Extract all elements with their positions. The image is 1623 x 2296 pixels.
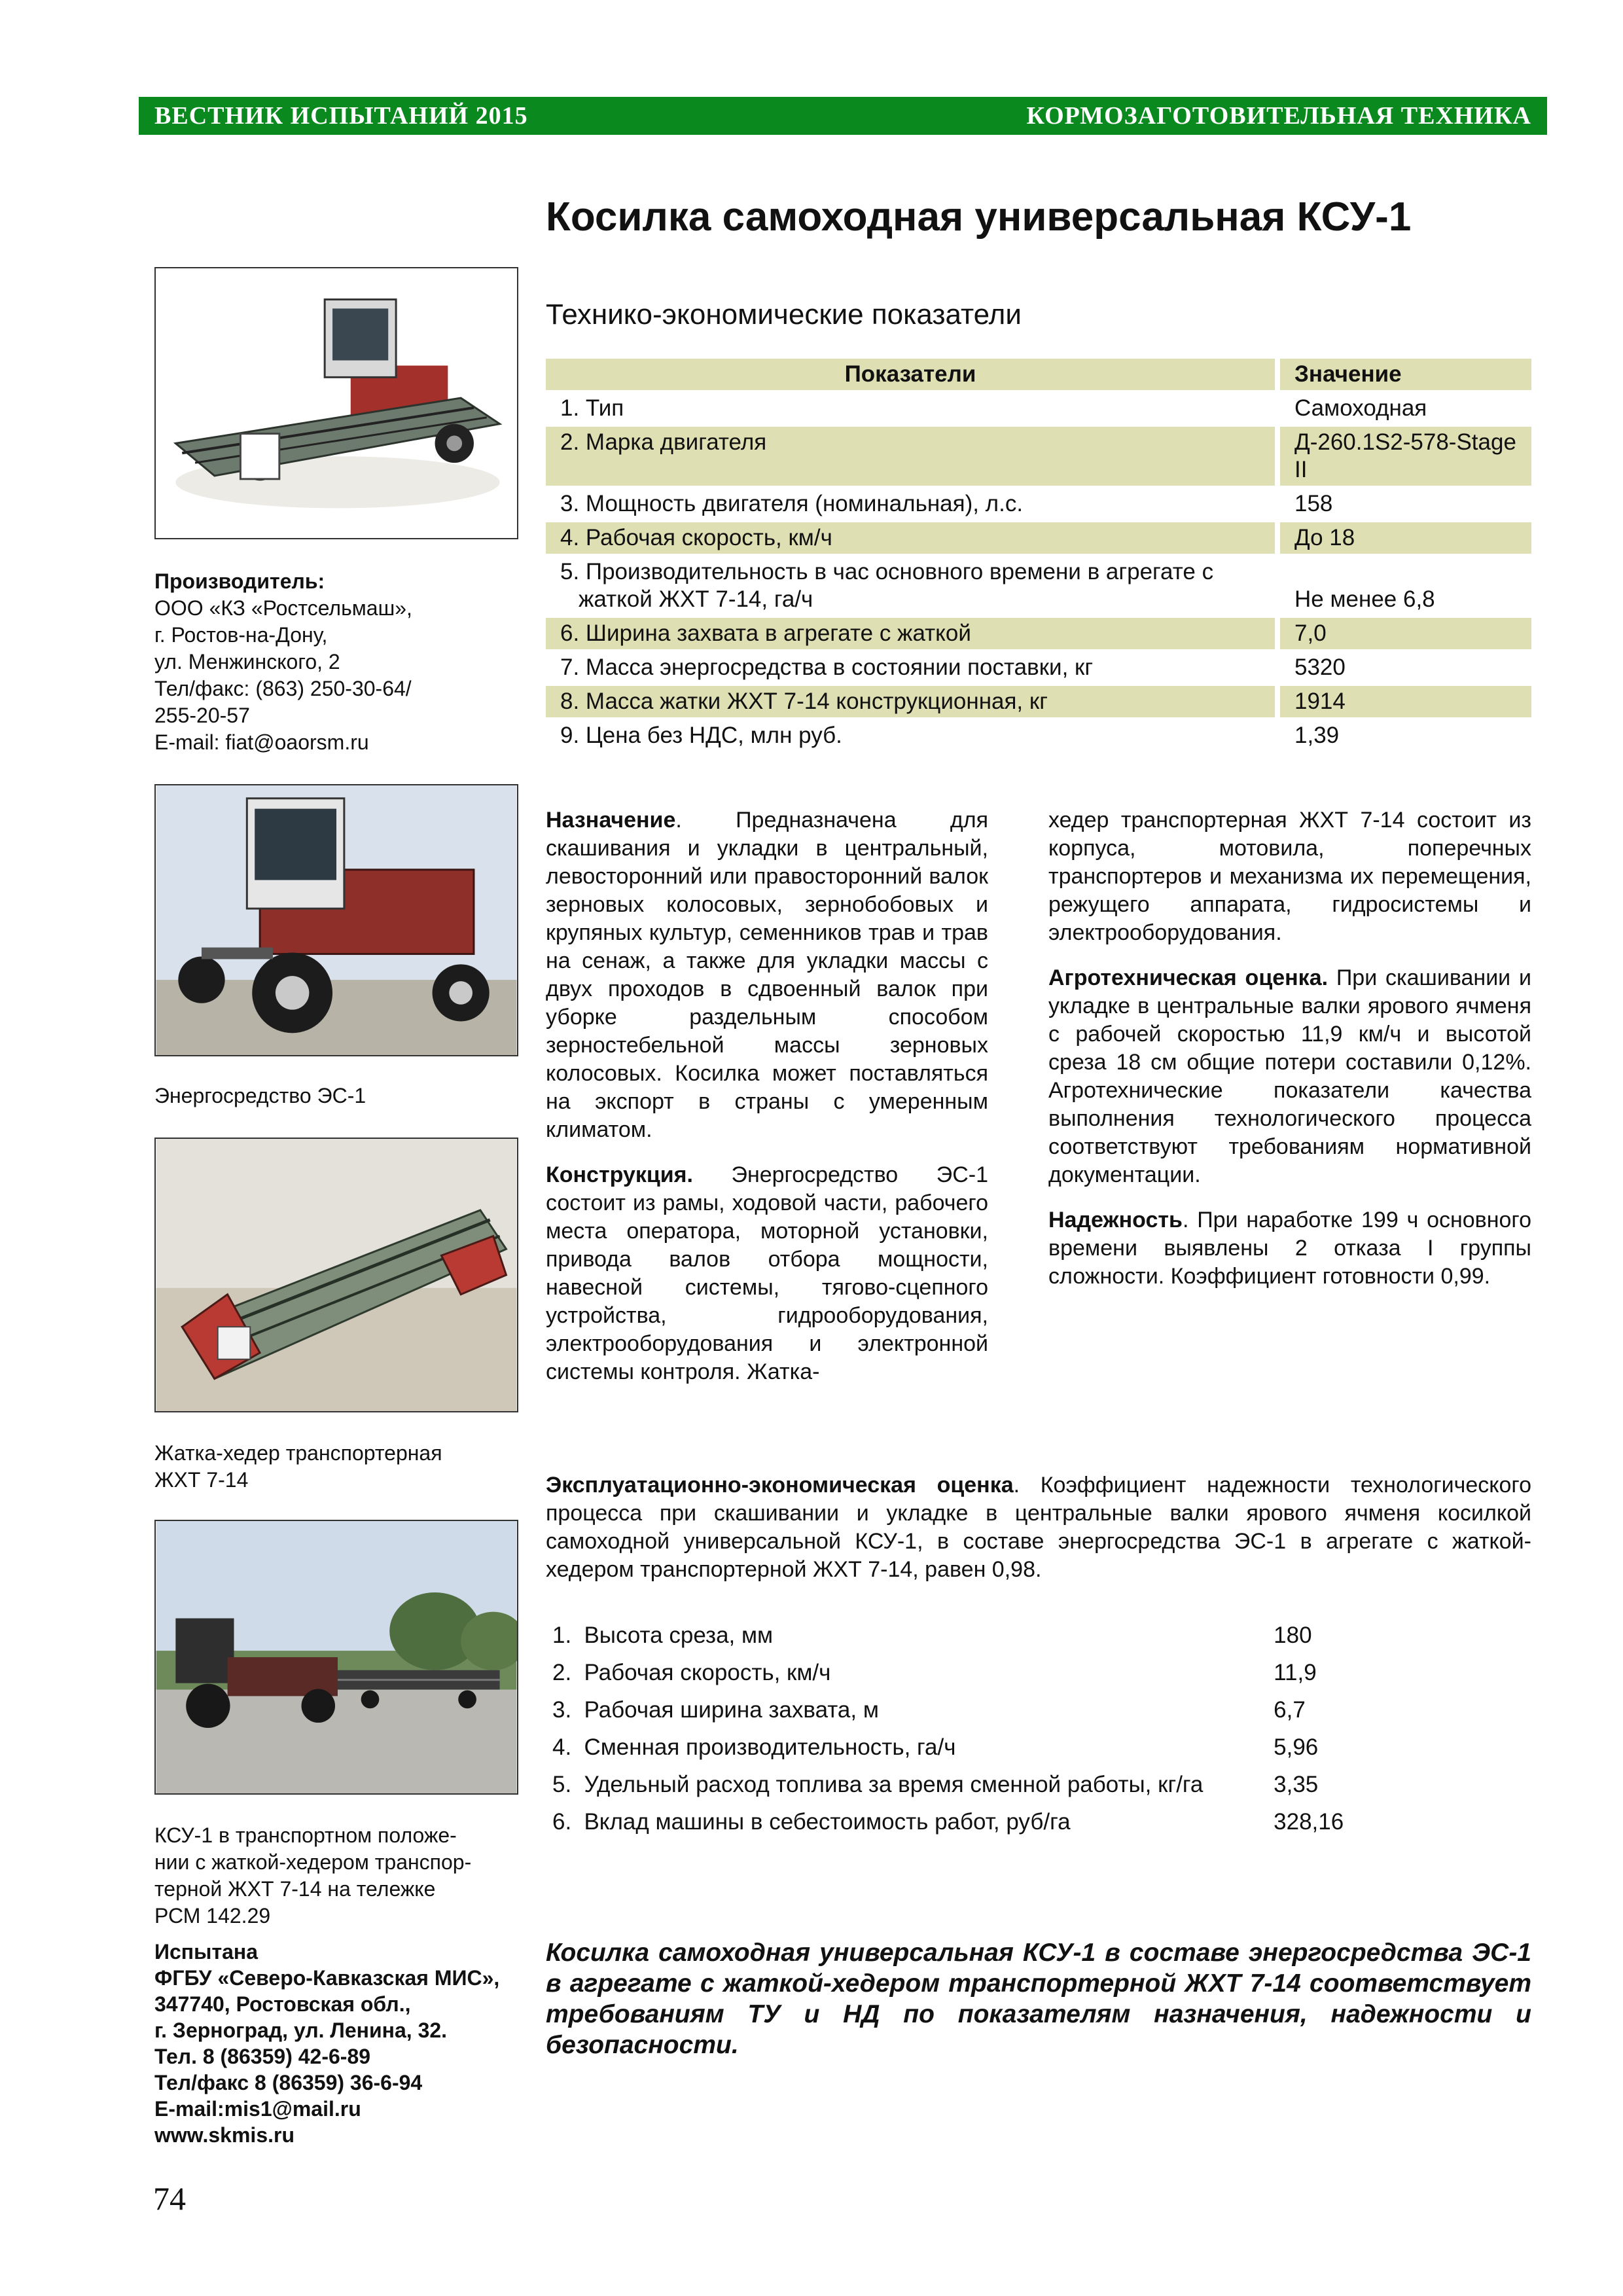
spec-value: 1914 [1280, 686, 1531, 717]
tested-by-block [154, 1939, 534, 2148]
agro-label: Агротехническая оценка. [1048, 965, 1329, 990]
caption-line: терной ЖХТ 7-14 на тележке [154, 1877, 436, 1901]
spec-name: 4. Рабочая скорость, км/ч [546, 522, 1275, 554]
reliability-text: . При наработке 199 ч основного времени выявлены 2 отказа I группы сложности. Коэффициент готовности 0,99. [1048, 1208, 1531, 1289]
construction-continued: хедер транспортерная ЖХТ 7-14 состоит из корпуса, мотовила, поперечных транспортеров и механизма их перемещения, режущего аппарата, гидросистемы и электрооборудования. [1048, 808, 1531, 945]
result-value: 11,9 [1274, 1659, 1317, 1685]
spec-value: До 18 [1280, 522, 1531, 554]
caption-power-unit: Энергосредство ЭС-1 [154, 1084, 366, 1107]
text-column-left [546, 806, 988, 1403]
reliability-label: Надежность [1048, 1208, 1183, 1232]
tested-line: E-mail:mis1@mail.ru [154, 2097, 361, 2121]
spec-name: 9. Цена без НДС, млн руб. [546, 720, 1275, 751]
spec-name: 2. Марка двигателя [546, 427, 1275, 486]
spec-row [546, 393, 1531, 424]
tested-line: ФГБУ «Северо-Кавказская МИС», [154, 1966, 500, 1990]
transport-illustration [156, 1521, 517, 1793]
agro-text: При скашивании и укладке в центральные валки ярового ячменя с рабочей скоростью 11,9 км/ч и высотой среза 18 см общие потери составили 0,12%. Агротехнические показатели качества выполнения технологического процесса соответствуют требованиям нормативной документации. [1048, 965, 1531, 1187]
manufacturer-line: Тел/факс: (863) 250-30-64/ [154, 677, 412, 700]
spec-row [546, 522, 1531, 554]
page-number: 74 [153, 2180, 186, 2217]
caption-line: Жатка-хедер транспортерная [154, 1441, 442, 1465]
photo-mower-with-header [154, 267, 518, 539]
results-row [546, 1729, 1423, 1766]
spec-table [546, 356, 1531, 754]
manufacturer-line: г. Ростов-на-Дону, [154, 623, 328, 647]
spec-row [546, 652, 1531, 683]
spec-value: Не менее 6,8 [1280, 556, 1531, 615]
result-name: Рабочая ширина захвата, м [584, 1696, 879, 1723]
result-number: 4. [552, 1734, 572, 1760]
manufacturer-block [154, 568, 521, 756]
agro-paragraph [1048, 964, 1531, 1189]
result-name: Сменная производительность, га/ч [584, 1734, 956, 1760]
result-value: 3,35 [1274, 1771, 1319, 1797]
purpose-paragraph [546, 806, 988, 1144]
spec-value: 158 [1280, 488, 1531, 520]
caption-header-unit [154, 1440, 442, 1494]
construction-text: Энергосредство ЭС-1 состоит из рамы, ходовой части, рабочего места оператора, моторной установки, привода валов отбора мощности, навесной системы, тягово-сцепного устройства, гидрооборудования, электрооборудования и электронной системы контроля. Жатка- [546, 1162, 988, 1384]
operational-paragraph [546, 1471, 1531, 1584]
spec-value: Д-260.1S2-578-Stage II [1280, 427, 1531, 486]
text-column-right [1048, 806, 1531, 1308]
header-unit-illustration [156, 1139, 517, 1411]
spec-value: 5320 [1280, 652, 1531, 683]
spec-row [546, 720, 1531, 751]
result-name: Удельный расход топлива за время сменной работы, кг/га [584, 1771, 1204, 1797]
operational-label: Эксплуатационно-экономическая оценка [546, 1473, 1014, 1498]
result-value: 328,16 [1274, 1808, 1344, 1835]
photo-power-unit [154, 784, 518, 1056]
result-number: 1. [552, 1622, 572, 1648]
result-name: Вклад машины в себестоимость работ, руб/га [584, 1808, 1071, 1835]
spec-name: 5. Производительность в час основного времени в агрегате с жаткой ЖХТ 7-14, га/ч [546, 556, 1275, 615]
spec-row [546, 618, 1531, 649]
results-row [546, 1691, 1423, 1729]
section-title: КОРМОЗАГОТОВИТЕЛЬНАЯ ТЕХНИКА [1026, 102, 1531, 130]
manufacturer-line: ул. Менжинского, 2 [154, 650, 340, 673]
result-value: 180 [1274, 1622, 1312, 1648]
result-number: 6. [552, 1808, 572, 1835]
spec-name: 3. Мощность двигателя (номинальная), л.с. [546, 488, 1275, 520]
result-number: 2. [552, 1659, 572, 1685]
manufacturer-line: ООО «КЗ «Ростсельмаш», [154, 596, 412, 620]
result-number: 5. [552, 1771, 572, 1797]
caption-line: нии с жаткой-хедером транспор- [154, 1850, 472, 1874]
spec-value: 1,39 [1280, 720, 1531, 751]
tested-line: 347740, Ростовская обл., [154, 1992, 411, 2016]
result-value: 6,7 [1274, 1696, 1306, 1723]
tested-line: г. Зерноград, ул. Ленина, 32. [154, 2018, 448, 2042]
purpose-text: . Предназначена для скашивания и укладки в центральный, левосторонний или правосторонний валок зерновых колосовых, зернобобовых и крупяных культур, семенников трав и трав на сенаж, а также для укладки массы с двух проходов в сдвоенный валок при уборке раздельным способом зерностебельной массы зерновых колосовых. Косилка может поставляться на экспорт в страны с умеренным климатом. [546, 808, 988, 1142]
purpose-label: Назначение [546, 808, 676, 833]
page-title: Косилка самоходная универсальная КСУ-1 [546, 194, 1412, 240]
construction-label: Конструкция. [546, 1162, 693, 1187]
photo-header-unit [154, 1138, 518, 1412]
caption-line: РСМ 142.29 [154, 1904, 271, 1928]
tested-line: Испытана [154, 1940, 259, 1964]
power-unit-illustration [156, 785, 517, 1055]
journal-title: ВЕСТНИК ИСПЫТАНИЙ 2015 [154, 102, 528, 130]
results-row [546, 1803, 1423, 1840]
spec-header-indicator: Показатели [546, 359, 1275, 390]
caption-transport-position [154, 1822, 471, 1929]
result-name: Высота среза, мм [584, 1622, 774, 1648]
spec-name: 7. Масса энергосредства в состоянии поставки, кг [546, 652, 1275, 683]
reliability-paragraph [1048, 1206, 1531, 1291]
caption-line: ЖХТ 7-14 [154, 1468, 249, 1492]
manufacturer-line: E-mail: fiat@oaorsm.ru [154, 730, 369, 754]
result-value: 5,96 [1274, 1734, 1319, 1760]
table-subtitle: Технико-экономические показатели [546, 298, 1022, 331]
result-name: Рабочая скорость, км/ч [584, 1659, 831, 1685]
spec-name: 8. Масса жатки ЖХТ 7-14 конструкционная, кг [546, 686, 1275, 717]
spec-row [546, 556, 1531, 615]
tested-line: www.skmis.ru [154, 2123, 294, 2147]
page-header-bar [139, 97, 1547, 135]
results-row [546, 1766, 1423, 1803]
spec-name: 1. Тип [546, 393, 1275, 424]
mower-illustration [156, 268, 517, 538]
caption-line: КСУ-1 в транспортном положе- [154, 1823, 457, 1847]
tested-line: Тел. 8 (86359) 42-6-89 [154, 2045, 371, 2068]
spec-value: Самоходная [1280, 393, 1531, 424]
photo-transport-position [154, 1520, 518, 1795]
tested-line: Тел/факс 8 (86359) 36-6-94 [154, 2071, 423, 2094]
conclusion-text: Косилка самоходная универсальная КСУ-1 в составе энергосредства ЭС-1 в агрегате с жаткой-хедером транспортерной ЖХТ 7-14 соответствует требованиям ТУ и НД по показателям назначения, надежности и безопасности. [546, 1939, 1531, 2059]
manufacturer-line: 255-20-57 [154, 704, 250, 727]
spec-row [546, 427, 1531, 486]
result-number: 3. [552, 1696, 572, 1723]
spec-row [546, 686, 1531, 717]
manufacturer-label: Производитель: [154, 569, 325, 593]
spec-name: 6. Ширина захвата в агрегате с жаткой [546, 618, 1275, 649]
results-table [546, 1617, 1423, 1840]
construction-paragraph [546, 1161, 988, 1386]
spec-value: 7,0 [1280, 618, 1531, 649]
results-row [546, 1617, 1423, 1654]
results-row [546, 1654, 1423, 1691]
spec-header-value: Значение [1280, 359, 1531, 390]
spec-row [546, 488, 1531, 520]
spec-table-header [546, 359, 1531, 390]
operational-text: . Коэффициент надежности технологического процесса при скашивании и укладке в центральные валки ярового ячменя косилкой самоходной универсальной КСУ-1, в составе энергосредства ЭС-1 в агрегате с жаткой-хедером транспортерной ЖХТ 7-14, равен 0,98. [546, 1473, 1531, 1582]
